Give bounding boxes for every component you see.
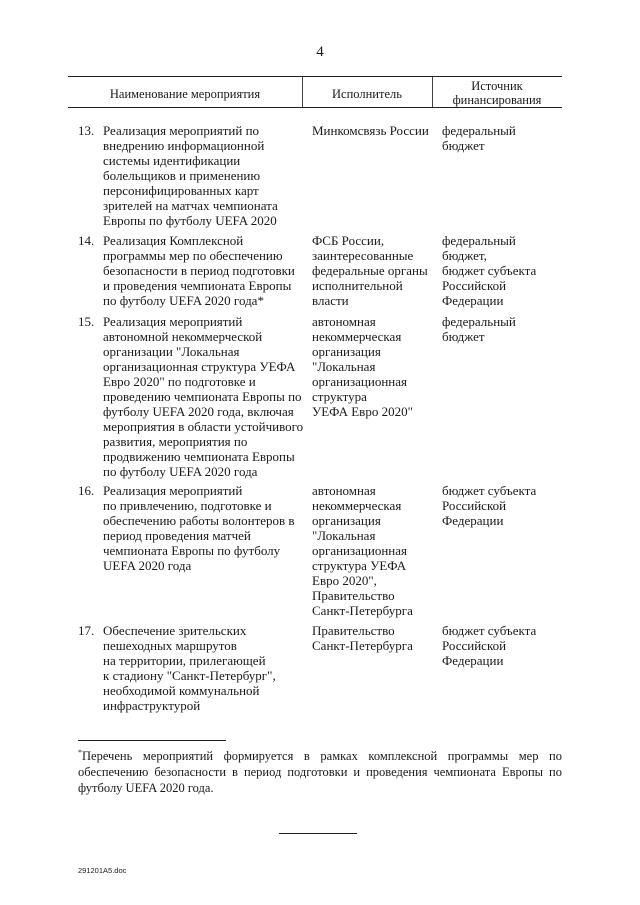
row-name: Реализация мероприятий по внедрению информационной системы идентификации болельщиков и применению персонифицированных карт зрителей на матчах чемпионата Европы по футболу UEFA 2020 (103, 123, 278, 228)
footnote-separator (78, 740, 226, 741)
row-funding: бюджет субъекта Российской Федерации (442, 623, 537, 668)
end-of-document-rule (279, 833, 357, 834)
row-executor: Правительство Санкт-Петербурга (312, 623, 413, 653)
table-top-rule (68, 76, 562, 77)
header-executor: Исполнитель (332, 87, 402, 101)
row-number: 13. (78, 123, 95, 138)
row-executor: ФСБ России, заинтересованные федеральные органы исполнительной власти (312, 233, 428, 308)
header-bottom-rule (68, 107, 562, 108)
row-funding: федеральный бюджет, бюджет субъекта Российской Федерации (442, 233, 537, 308)
row-number: 17. (78, 623, 95, 638)
row-number: 16. (78, 483, 95, 498)
header-funding: Источник финансирования (452, 79, 542, 107)
page-number: 4 (316, 44, 324, 60)
row-name: Реализация мероприятий по привлечению, подготовке и обеспечению работы волонтеров в период проведения матчей чемпионата Европы по футболу UEFA 2020 года (103, 483, 295, 573)
row-number: 15. (78, 314, 95, 329)
row-executor: Минкомсвязь России (312, 123, 429, 138)
row-name: Реализация мероприятий автономной некоммерческой организации "Локальная организационная структура УЕФА Евро 2020" по подготовке и проведению чемпионата Европы по футболу UEFA 2020 года, включая мероприятия в области устойчивого развития, мероприятия по продвижению чемпионата Европы по футболу UEFA 2020 года (103, 314, 304, 479)
footnote-text: Перечень мероприятий формируется в рамках комплексной программы мер по обеспечению безопасности в период подготовки и проведения чемпионата Европы по футболу UEFA 2020 года. (78, 749, 562, 796)
row-executor: автономная некоммерческая организация "Локальная организационная структура УЕФА Евро 2020" (312, 314, 413, 419)
header-name: Наименование мероприятия (109, 87, 261, 101)
row-funding: бюджет субъекта Российской Федерации (442, 483, 537, 528)
document-id: 291201A5.doc (78, 866, 127, 875)
row-name: Реализация Комплексной программы мер по обеспечению безопасности в период подготовки и проведения чемпионата Европы по футболу UEFA 2020 года* (103, 233, 295, 308)
footnote-marker: * (78, 748, 82, 757)
row-executor: автономная некоммерческая организация "Локальная организационная структура УЕФА Евро 2020", Правительство Санкт-Петербурга (312, 483, 413, 618)
footnote (78, 745, 562, 796)
row-number: 14. (78, 233, 95, 248)
row-funding: федеральный бюджет (442, 123, 516, 153)
row-name: Обеспечение зрительских пешеходных маршрутов на территории, прилегающей к стадиону "Санкт-Петербург", необходимой коммунальной инфраструктурой (103, 623, 276, 713)
row-funding: федеральный бюджет (442, 314, 516, 344)
